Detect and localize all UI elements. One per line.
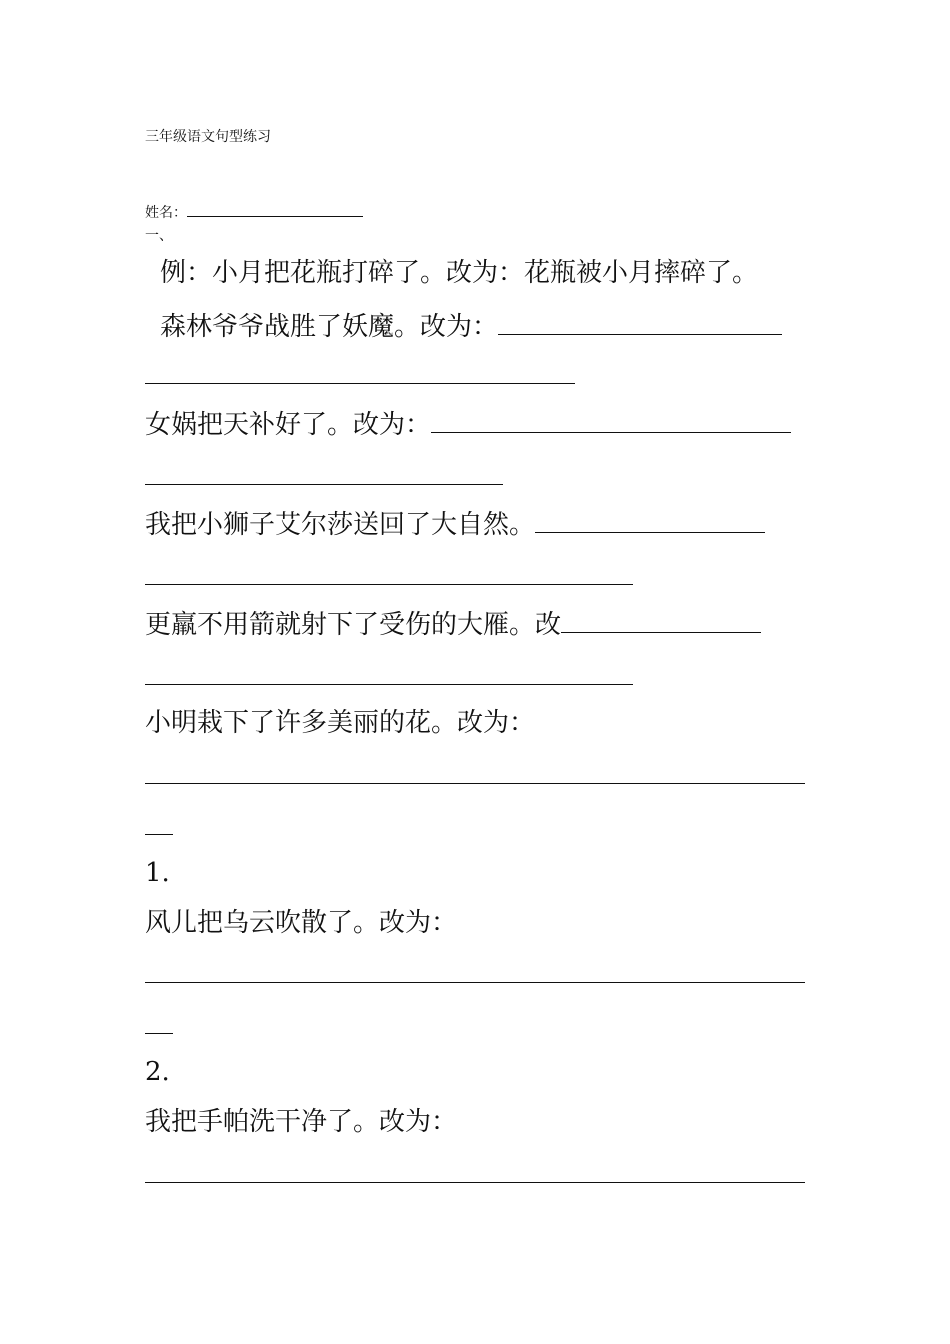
- exercise-prompt: 风儿把乌云吹散了。改为：: [145, 908, 458, 938]
- answer-line[interactable]: [145, 684, 633, 685]
- answer-line-end[interactable]: [145, 1033, 173, 1034]
- exercise-row: [145, 408, 791, 440]
- name-blank[interactable]: [187, 203, 363, 217]
- answer-blank[interactable]: [535, 508, 765, 533]
- answer-line[interactable]: [145, 1182, 805, 1183]
- name-field-row: [145, 203, 363, 221]
- worksheet-title: 三年级语文句型练习: [145, 129, 271, 145]
- exercise-number: 2.: [145, 1057, 170, 1087]
- exercise-prompt: 女娲把天补好了。改为：: [145, 410, 432, 440]
- exercise-prompt: 更羸不用箭就射下了受伤的大雁。改: [145, 610, 562, 640]
- exercise-number: 1.: [145, 858, 170, 888]
- exercise-prompt: 我把手帕洗干净了。改为：: [145, 1107, 458, 1137]
- example-sentence: 例：小月把花瓶打碎了。改为：花瓶被小月摔碎了。: [160, 258, 759, 288]
- answer-blank[interactable]: [561, 608, 761, 633]
- name-label: 姓名：: [145, 205, 187, 221]
- exercise-prompt: 森林爷爷战胜了妖魔。改为：: [160, 312, 499, 342]
- answer-line[interactable]: [145, 584, 633, 585]
- answer-line[interactable]: [145, 982, 805, 983]
- exercise-prompt: 我把小狮子艾尔莎送回了大自然。: [145, 510, 536, 540]
- answer-blank[interactable]: [431, 408, 791, 433]
- answer-line[interactable]: [145, 484, 503, 485]
- answer-blank[interactable]: [498, 310, 782, 335]
- exercise-prompt: 小明栽下了许多美丽的花。改为：: [145, 708, 536, 738]
- exercise-row: [145, 508, 765, 540]
- exercise-row: [145, 608, 761, 640]
- answer-line[interactable]: [145, 383, 575, 384]
- answer-line[interactable]: [145, 783, 805, 784]
- section-marker: 一、: [145, 228, 173, 244]
- answer-line-end[interactable]: [145, 834, 173, 835]
- exercise-row: [160, 310, 782, 342]
